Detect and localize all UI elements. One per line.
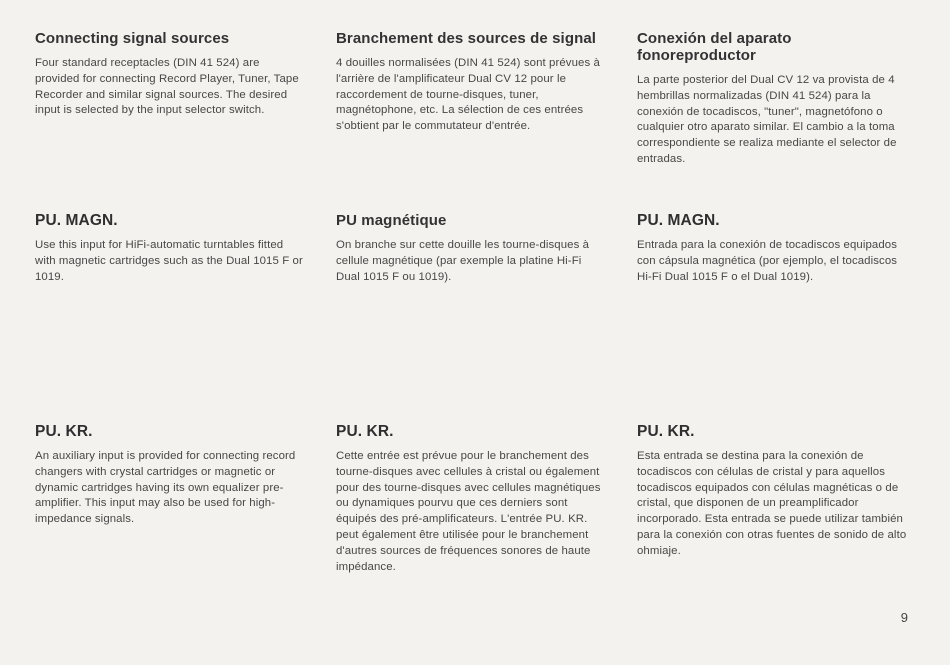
- section-pu-kr-fr: [336, 423, 608, 575]
- section-heading: Connecting signal sources: [35, 30, 230, 47]
- section-body: Four standard receptacles (DIN 41 524) are provided for connecting Record Player, Tuner, Tape Recorder and similar signal sources. The desired input is selected by the input selector switch.: [35, 57, 299, 117]
- section-sources-fr: [336, 30, 608, 135]
- section-body: Cette entrée est prévue pour le branchement des tourne-disques avec cellules à cristal ou également pour des tourne-disques avec cellules magnétiques ou dynamiques pourvu que ces derniers sont équipés des pré-amplificateurs. L'entrée PU. KR. peut également être utilisée pour le branchement d'autres sources de fréquences sonores de haute impédance.: [336, 450, 601, 573]
- section-body: An auxiliary input is provided for connecting record changers with crystal cartridges or magnetic or dynamic cartridges having its own equalizer pre-amplifier. This input may also be used for high-impedance signals.: [35, 450, 296, 526]
- section-heading: PU magnétique: [336, 212, 447, 229]
- section-heading: PU. KR.: [637, 423, 695, 440]
- section-body: La parte posterior del Dual CV 12 va provista de 4 hembrillas normalizadas (DIN 41 524) para la conexión de tocadiscos, "tuner", magnetófono o cualquier otro aparato similar. El cambio a la toma correspondiente se realiza mediante el selector de entradas.: [637, 74, 897, 165]
- section-body: 4 douilles normalisées (DIN 41 524) sont prévues à l'arrière de l'amplificateur Dual CV 12 pour le raccordement de tourne-disques, tuner, magnétophone, etc. La sélection de ces entrées s'obtient par le commutateur d'entrée.: [336, 57, 600, 133]
- section-pu-magn-fr: [336, 212, 608, 285]
- section-body: On branche sur cette douille les tourne-disques à cellule magnétique (par exemple la platine Hi-Fi Dual 1015 F ou 1019).: [336, 239, 590, 283]
- section-sources-es: [637, 30, 909, 168]
- section-heading: Conexión del aparato fonoreproductor: [637, 30, 792, 64]
- section-body: Esta entrada se destina para la conexión de tocadiscos con células de cristal y para aquellos tocadiscos equipados con células magnéticas o de cristal, que disponen de un preamplificador incorporado. Esta entrada se puede utilizar también para la conexión con otras fuentes de sonido de alto ohmiaje.: [637, 450, 907, 557]
- section-heading: Branchement des sources de signal: [336, 30, 597, 47]
- section-heading: PU. MAGN.: [35, 212, 118, 229]
- section-pu-kr-es: [637, 423, 909, 560]
- section-body: Entrada para la conexión de tocadiscos equipados con cápsula magnética (por ejemplo, el tocadiscos Hi-Fi Dual 1015 F o el Dual 1019).: [637, 239, 898, 283]
- page-number: 9: [900, 610, 908, 625]
- section-body: Use this input for HiFi-automatic turntables fitted with magnetic cartridges such as the Dual 1015 F or 1019.: [35, 239, 303, 283]
- section-pu-kr-en: [35, 423, 307, 528]
- section-sources-en: [35, 30, 307, 119]
- section-heading: PU. MAGN.: [637, 212, 720, 229]
- section-pu-magn-es: [637, 212, 909, 285]
- section-pu-magn-en: [35, 212, 307, 285]
- section-heading: PU. KR.: [336, 423, 394, 440]
- section-heading: PU. KR.: [35, 423, 93, 440]
